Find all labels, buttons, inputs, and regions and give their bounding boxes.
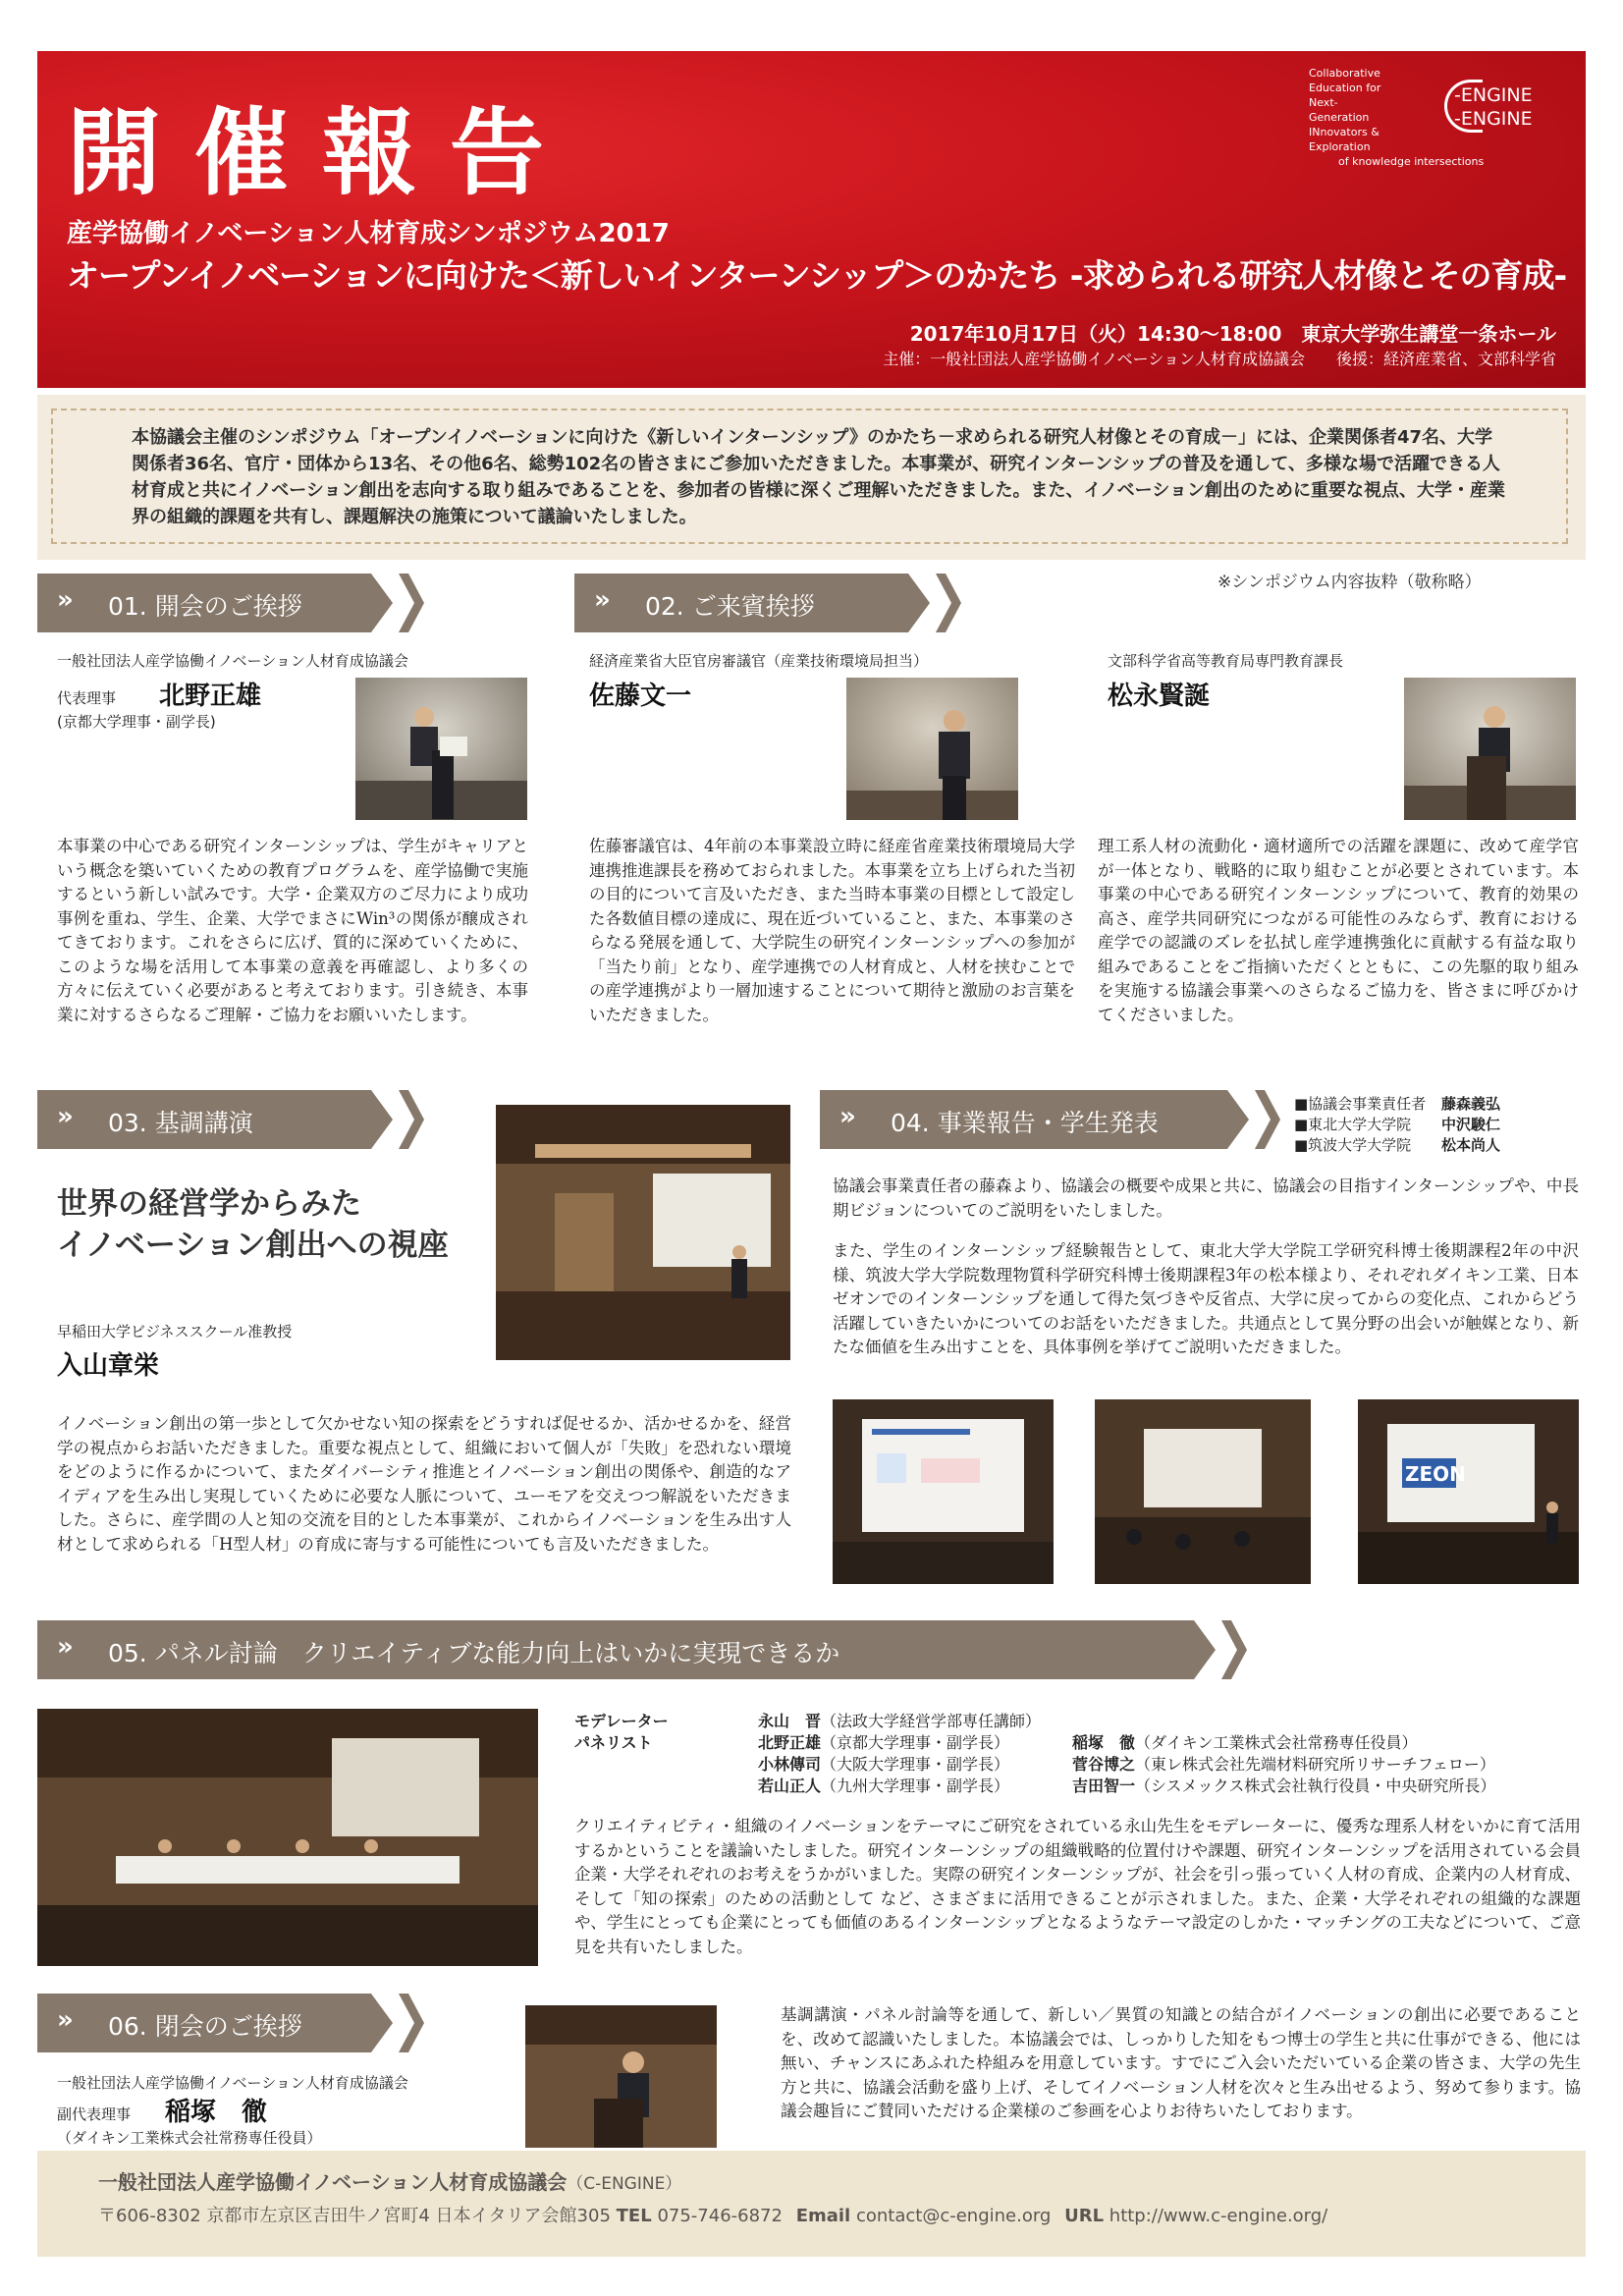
section-title: 02. ご来賓挨拶 [645, 592, 815, 621]
panelist-row [758, 1754, 1495, 1776]
date-venue: 2017年10月17日（火）14:30～18:00 東京大学弥生講堂一条ホール [909, 322, 1556, 346]
report-photo-2 [1095, 1399, 1311, 1584]
section-05-body: クリエイティビティ・組織のイノベーションをテーマにご研究をされている永山先生をモデレーターに、優秀な理系人材をいかに育て活用するかということを議論いたしました。研究インターンシップの組織戦略的位置付けや課題、研究インターンシップを活用されている会員企業・大学それぞれのお考えをうかがいました。実際の研究インターンシップが、社会を引っ張っていく人材の育成、企業内の人材育成、そして「知の探索」のための活動として など、さまざまに活用できることが示されました。また、企業・大学それぞれの組織的な課題や、学生にとっても企業にとっても価値のあるインターンシップとなるようなテーマ設定のしかた・マッチングの工夫などについて、ご意見を共有いたしました。 [574, 1817, 1581, 1956]
double-chevron-icon: » [594, 585, 603, 615]
logo-mark-bottom: -ENGINE [1454, 108, 1533, 130]
organizer-line: 主催：一般社団法人産学協働イノベーション人材育成協議会 後援：経済産業省、文部科学省 [883, 350, 1556, 368]
section-tip [371, 1090, 393, 1149]
report-speakers [1294, 1094, 1500, 1156]
panelist-affil: （京都大学理事・副学長） [821, 1733, 1010, 1752]
section-title: 04. 事業報告・学生発表 [891, 1109, 1159, 1137]
panelist-affil: （大阪大学理事・副学長） [821, 1755, 1010, 1774]
sato-photo [846, 678, 1018, 820]
keynote-name: 入山章栄 [57, 1351, 160, 1381]
footer-address: 〒606-8302 京都市左京区吉田牛ノ宮町4 日本イタリア会館305 [98, 2206, 611, 2226]
report-photo-3 [1358, 1399, 1579, 1584]
symposium-subtitle: 産学協働イノベーション人材育成シンポジウム2017 [67, 219, 670, 248]
footer-org [98, 2166, 681, 2195]
section-title: 06. 閉会のご挨拶 [108, 2012, 302, 2041]
speaker-role: ■筑波大学大学院 [1294, 1136, 1412, 1154]
guest2-body: 理工系人材の流動化・適材適所での活躍を課題に、改めて産学官が一体となり、戦略的に取り組むことが必要とされています。本事業の中心である研究インターンシップについて、教育的効果の高さ、産学共同研究につながる可能性のみならず、教育における産学での認識のズレを払拭し産学連携強化に貢献する有益な取り組みであることをご指摘いただくとともに、この先駆的取り組みを実施する協議会事業へのさらなるご協力を、皆さまに呼びかけてくださいました。 [1098, 837, 1579, 1024]
chevron-right-icon [1221, 1620, 1247, 1679]
speaker-row [1294, 1094, 1500, 1115]
footer-email-link[interactable]: contact@c-engine.org [855, 2206, 1052, 2226]
guest1-org: 経済産業省大臣官房審議官（産業技術環境局担当） [589, 652, 929, 670]
logo-mark-top: -ENGINE [1454, 84, 1533, 106]
speaker-row [1294, 1115, 1500, 1135]
keynote-org: 早稲田大学ビジネススクール准教授 [57, 1323, 293, 1340]
double-chevron-icon: » [57, 1632, 66, 1662]
footer-tel: 075-746-6872 [657, 2206, 783, 2226]
footer-contact [98, 2202, 1327, 2227]
logo-line: Generation [1309, 111, 1370, 124]
chevron-right-icon [399, 1994, 424, 2052]
symposium-headline: オープンイノベーションに向けた＜新しいインターンシップ＞のかたち -求められる研究人材像とその育成- [67, 256, 1567, 295]
speaker-name: 北野正雄 [159, 682, 262, 711]
double-chevron-icon: » [57, 2005, 66, 2035]
double-chevron-icon: » [839, 1102, 848, 1131]
moderator-name: 永山 晋 [758, 1712, 822, 1730]
section-header-03 [37, 1090, 435, 1149]
section-tip [1194, 1620, 1216, 1679]
closing-affiliation: （ダイキン工業株式会社常務専任役員） [57, 2129, 322, 2147]
section-header-06 [37, 1994, 435, 2052]
panelist-affil: （シスメックス株式会社執行役員・中央研究所長） [1135, 1777, 1496, 1795]
section-header-04 [820, 1090, 1291, 1149]
panelist-row [758, 1776, 1495, 1797]
logo-mark [1454, 83, 1533, 131]
moderator-row [758, 1711, 1495, 1732]
logo-line: INnovators & [1309, 126, 1380, 138]
panelist-affil: （九州大学理事・副学長） [821, 1777, 1010, 1795]
speaker-row [1294, 1135, 1500, 1156]
section-header-05 [37, 1620, 1255, 1679]
footer [37, 2151, 1586, 2257]
panelist-name: 若山正人 [758, 1777, 822, 1795]
panelist-name: 菅谷博之 [1072, 1755, 1136, 1774]
panelist-name: 吉田智一 [1072, 1777, 1136, 1795]
panelist-name: 小林傳司 [758, 1755, 822, 1774]
section-04-body2: また、学生のインターンシップ経験報告として、東北大学大学院工学研究科博士後期課程2年の中沢様、筑波大学大学院数理物質科学研究科博士後期課程3年の松本様より、それぞれダイキン工業、日本ゼオンでのインターンシップを通して得た気づきや反省点、大学に戻ってからの変化点、これからどう活躍していきたいかについてのお話をいただきました。共通点として異分野の出会いが触媒となり、新たな価値を生み出すことを、具体事例を挙げてご説明いただきました。 [833, 1241, 1579, 1356]
header-banner [37, 51, 1586, 388]
logo-line: Next- [1309, 96, 1338, 109]
guest1-body: 佐藤審議官は、4年前の本事業設立時に経産省産業技術環境局大学連携推進課長を務めておられました。本事業を立ち上げられた当初の目的について言及いただき、また当時本事業の目標として設定した各数値目標の達成に、現在近づいていること、また、本事業のさらなる発展を通して、大学院生の研究インターンシップへの参加が「当たり前」となり、産学連携での人材育成と、人材を挟むことでの産学連携がより一層加速することについて期待と激励のお言葉をいただきました。 [589, 837, 1075, 1024]
closing-name: 稲塚 徹 [165, 2098, 268, 2127]
section-title: 03. 基調講演 [108, 1109, 253, 1137]
moderator-affil: （法政大学経営学部専任講師） [821, 1712, 1042, 1730]
section-tip [371, 574, 393, 632]
panelist-name: 北野正雄 [758, 1733, 822, 1752]
panel-labels [574, 1711, 669, 1754]
guest2-org: 文部科学省高等教育局専門教育課長 [1108, 652, 1344, 670]
footer-org-abbr: （C-ENGINE） [567, 2174, 682, 2194]
speaker-role: ■東北大学大学院 [1294, 1116, 1412, 1133]
footer-tel-label: TEL [616, 2206, 652, 2226]
intro-box [37, 395, 1586, 560]
chevron-right-icon [399, 1090, 424, 1149]
panel-photo [37, 1709, 538, 1966]
section-06-body: 基調講演・パネル討論等を通して、新しい／異質の知識との結合がイノベーションの創出に必要であることを、改めて認識いたしました。本協議会では、しっかりした知をもつ博士の学生と共に仕事ができる、他には無い、チャンスにあふれた枠組みを用意しています。すでにご入会いただいている企業の皆さま、大学の先生方と共に、協議会活動を盛り上げ、そしてイノベーション人材を次々と生み出せるよう、努めて参ります。協議会趣旨にご賛同いただける企業様のご参画を心よりお待ちいたしております。 [781, 2005, 1581, 2120]
section-tip [371, 1994, 393, 2052]
moderator-label: モデレーター [574, 1712, 669, 1730]
matsunaga-photo [1404, 678, 1576, 820]
panelist-name: 稲塚 徹 [1072, 1733, 1136, 1752]
section-header-01 [37, 574, 435, 632]
speaker-name: 中沢駿仁 [1441, 1116, 1501, 1133]
report-photo-1 [833, 1399, 1054, 1584]
speaker-org: 一般社団法人産学協働イノベーション人材育成協議会 [57, 652, 408, 670]
section-title: 05. パネル討論 クリエイティブな能力向上はいかに実現できるか [108, 1639, 840, 1667]
double-chevron-icon: » [57, 585, 66, 615]
section-title: 01. 開会のご挨拶 [108, 592, 302, 621]
c-engine-logo [1309, 66, 1574, 203]
chevron-right-icon [936, 574, 961, 632]
footer-email-label: Email [795, 2206, 851, 2226]
section-01-body: 本事業の中心である研究インターンシップは、学生がキャリアという概念を築いていくための教育プログラムを、産学協働で実施するという新しい試みです。大学・企業双方のご尽力により成功事例を重ね、学生、企業、大学でまさにWin³の関係が醸成されてきております。これをさらに広げ、質的に深めていくために、このような場を活用して本事業の意義を再確認し、より多くの方々に伝えていく必要があると考えております。引き続き、本事業に対するさらなるご理解・ご協力をお願いいたします。 [57, 837, 528, 1024]
speaker-name: 藤森義弘 [1441, 1095, 1501, 1113]
logo-line: Exploration [1309, 140, 1371, 153]
keynote-title-line2: イノベーション創出への視座 [57, 1228, 449, 1263]
speaker-role: ■協議会事業責任者 [1294, 1095, 1427, 1113]
closing-role: 副代表理事 [57, 2105, 132, 2123]
guest1-name: 佐藤文一 [589, 682, 692, 711]
kitano-photo [355, 678, 527, 820]
logo-line: of knowledge intersections [1338, 155, 1485, 168]
section-tip [1227, 1090, 1249, 1149]
logo-line: Collaborative [1309, 67, 1380, 80]
speaker-role: 代表理事 [57, 689, 117, 707]
panel-members [758, 1711, 1495, 1797]
panelist-label: パネリスト [574, 1733, 653, 1752]
intro-text: 本協議会主催のシンポジウム「オープンイノベーションに向けた《新しいインターンシップ》のかたち－求められる研究人材像とその育成－」には、企業関係者47名、大学関係者36名、官庁・団体から13名、その他6名、総勢102名の皆さまにご参加いただきました。本事業が、研究インターンシップの普及を通して、多様な場で活躍できる人材育成と共にイノベーション創出を志向する取り組みであることを、参加者の皆様に深くご理解いただきました。また、イノベーション創出のために重要な視点、大学・産業界の組織的課題を共有し、課題解決の施策について議論いたしました。 [132, 427, 1505, 527]
panelist-affil: （東レ株式会社先端材料研究所リサーチフェロー） [1135, 1755, 1495, 1774]
page-title: 開催報告 [67, 97, 577, 208]
inatsuka-photo [525, 2005, 717, 2148]
keynote-title-line1: 世界の経営学からみた [57, 1186, 361, 1222]
intro-border [51, 409, 1568, 544]
footer-org-name: 一般社団法人産学協働イノベーション人材育成協議会 [98, 2170, 568, 2194]
keynote-photo [496, 1105, 790, 1360]
panelist-row [758, 1732, 1495, 1754]
footer-url-label: URL [1064, 2206, 1105, 2226]
panelist-affil: （ダイキン工業株式会社常務専任役員） [1135, 1733, 1418, 1752]
section-03-body: イノベーション創出の第一歩として欠かせない知の探索をどうすれば促せるか、活かせるかを、経営学の視点からお話いただきました。重要な視点として、組織において個人が「失敗」を恐れない環境をどのように作るかについて、またダイバーシティ推進とイノベーション創出の関係や、創造的なアイディアを生み出し実現していくために必要な人脈について、ユーモアを交えつつ解説をいただきました。さらに、産学間の人と知の交流を目的とした本事業が、これからイノベーションを生み出す人材として求められる「H型人材」の育成に寄与する可能性についても言及いただきました。 [57, 1414, 791, 1554]
guest2-name: 松永賢誕 [1108, 682, 1211, 711]
footer-url-link[interactable]: http://www.c-engine.org/ [1109, 2206, 1328, 2226]
section-header-02 [574, 574, 972, 632]
section-tip [908, 574, 930, 632]
chevron-right-icon [1255, 1090, 1280, 1149]
speaker-name: 松本尚人 [1441, 1136, 1501, 1154]
chevron-right-icon [399, 574, 424, 632]
closing-org: 一般社団法人産学協働イノベーション人材育成協議会 [57, 2074, 408, 2092]
excerpt-note: ※シンポジウム内容抜粋（敬称略） [1217, 573, 1482, 592]
keynote-title [57, 1183, 449, 1266]
logo-line: Education for [1309, 82, 1381, 94]
slide-zeon-label: ZEON [1405, 1462, 1466, 1486]
double-chevron-icon: » [57, 1102, 66, 1131]
section-04-body1: 協議会事業責任者の藤森より、協議会の概要や成果と共に、協議会の目指すインターンシップや、中長期ビジョンについてのご説明をいたしました。 [833, 1176, 1579, 1220]
speaker-affiliation: (京都大学理事・副学長) [57, 713, 216, 731]
